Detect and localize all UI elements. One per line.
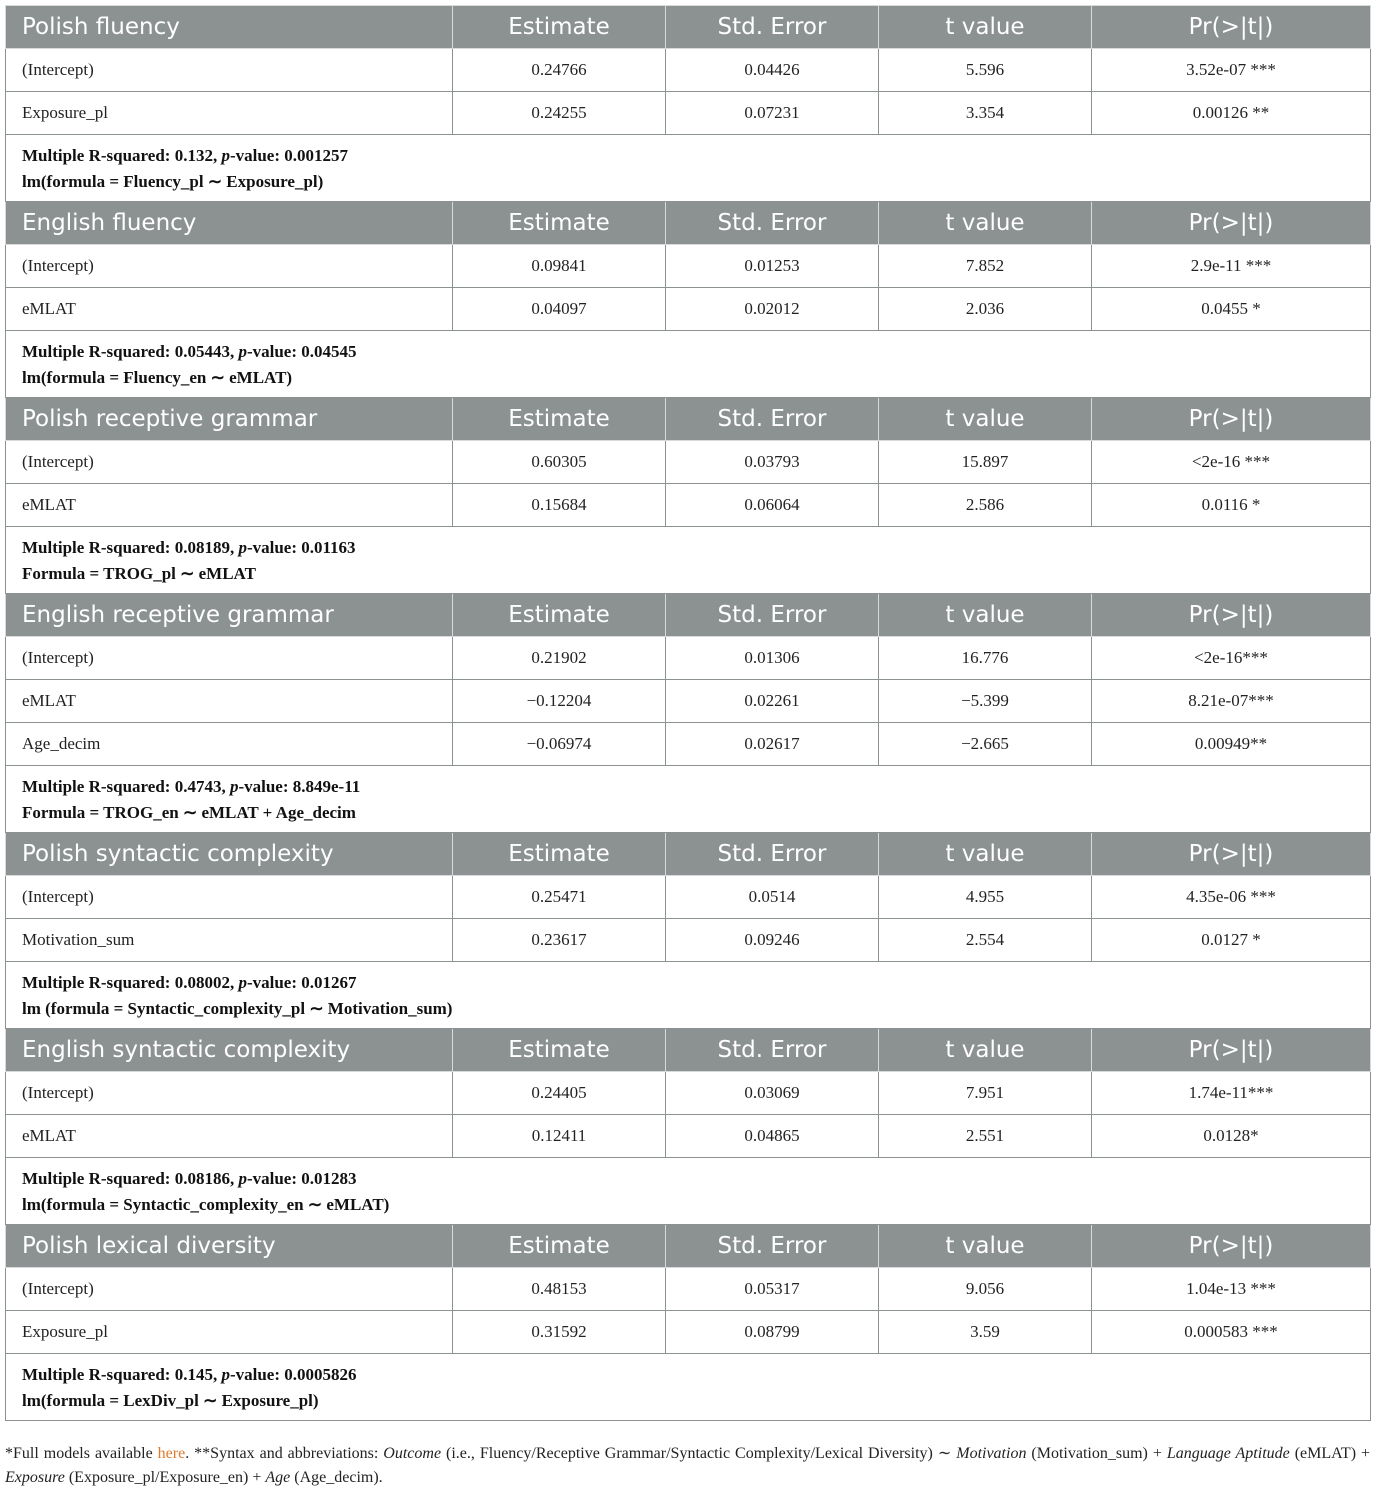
table-footnote [5,1442,1370,1490]
std-error-cell: 0.0514 [666,876,879,919]
estimate-cell: 0.09841 [453,245,666,288]
column-header-estimate: Estimate [453,1029,666,1072]
p-value-cell: 0.0128* [1092,1115,1371,1158]
p-italic-label: p [229,777,239,796]
column-header-std-error: Std. Error [666,1225,879,1268]
column-header-t-value: t value [879,6,1092,49]
block-header-row [6,1225,1371,1268]
std-error-cell: 0.07231 [666,92,879,135]
model-fit-cell [6,962,1371,1029]
column-header-t-value: t value [879,1029,1092,1072]
model-fit-stats [22,1166,1354,1192]
p-value-cell: 0.00126 ** [1092,92,1371,135]
model-fit-row [6,766,1371,833]
model-formula: lm (formula = Syntactic_complexity_pl ∼ Motivation_sum) [22,999,453,1018]
p-italic-label: p [238,538,247,557]
column-header-t-value: t value [879,594,1092,637]
footnote-text-4: (Motivation_sum) + [1026,1445,1167,1462]
model-formula: lm(formula = LexDiv_pl ∼ Exposure_pl) [22,1391,319,1410]
estimate-cell: 0.12411 [453,1115,666,1158]
footnote-text-1: *Full models available [5,1445,158,1462]
block-title: English syntactic complexity [6,1029,453,1072]
p-value-cell: 0.00949** [1092,723,1371,766]
column-header-p-value: Pr(>|t|) [1092,6,1371,49]
block-title: Polish receptive grammar [6,398,453,441]
p-value-cell: 4.35e-06 *** [1092,876,1371,919]
block-header-row [6,833,1371,876]
std-error-cell: 0.09246 [666,919,879,962]
footnote-text-5: (eMLAT) + [1289,1445,1371,1462]
column-header-std-error: Std. Error [666,594,879,637]
estimate-cell: 0.24255 [453,92,666,135]
p-value-cell: 3.52e-07 *** [1092,49,1371,92]
p-italic-label: p [238,1169,247,1188]
table-row [6,245,1371,288]
footnote-text-2: . **Syntax and abbreviations: [185,1445,384,1462]
std-error-cell: 0.02261 [666,680,879,723]
std-error-cell: 0.03069 [666,1072,879,1115]
estimate-cell: 0.60305 [453,441,666,484]
model-fit-stats [22,970,1354,996]
term-cell: (Intercept) [6,49,453,92]
r-squared-label: Multiple R-squared: 0.145, [22,1365,222,1384]
model-fit-cell [6,527,1371,594]
term-cell: Exposure_pl [6,1311,453,1354]
p-value-cell: 0.0116 * [1092,484,1371,527]
estimate-cell: −0.06974 [453,723,666,766]
table-row [6,723,1371,766]
full-models-link[interactable]: here [157,1445,186,1462]
std-error-cell: 0.08799 [666,1311,879,1354]
block-title: English fluency [6,202,453,245]
p-italic-label: p [238,973,247,992]
column-header-estimate: Estimate [453,1225,666,1268]
std-error-cell: 0.04426 [666,49,879,92]
table-row [6,484,1371,527]
regression-results-table [5,5,1371,1421]
std-error-cell: 0.04865 [666,1115,879,1158]
term-cell: eMLAT [6,1115,453,1158]
column-header-estimate: Estimate [453,833,666,876]
p-value-cell: 0.000583 *** [1092,1311,1371,1354]
column-header-p-value: Pr(>|t|) [1092,833,1371,876]
std-error-cell: 0.06064 [666,484,879,527]
block-header-row [6,202,1371,245]
table-row [6,49,1371,92]
model-fit-row [6,1354,1371,1421]
table-row [6,1072,1371,1115]
p-value-cell: 0.0455 * [1092,288,1371,331]
t-value-cell: −2.665 [879,723,1092,766]
footnote-age: Age [265,1469,291,1486]
term-cell: (Intercept) [6,637,453,680]
std-error-cell: 0.02617 [666,723,879,766]
column-header-std-error: Std. Error [666,6,879,49]
term-cell: Exposure_pl [6,92,453,135]
t-value-cell: 5.596 [879,49,1092,92]
block-header-row [6,398,1371,441]
term-cell: (Intercept) [6,876,453,919]
column-header-std-error: Std. Error [666,202,879,245]
model-fit-row [6,527,1371,594]
model-formula: lm(formula = Fluency_pl ∼ Exposure_pl) [22,172,324,191]
t-value-cell: 15.897 [879,441,1092,484]
table-row [6,637,1371,680]
model-fit-cell [6,1354,1371,1421]
estimate-cell: −0.12204 [453,680,666,723]
table-row [6,1311,1371,1354]
p-value-cell: 1.04e-13 *** [1092,1268,1371,1311]
r-squared-label: Multiple R-squared: 0.08002, [22,973,239,992]
table-row [6,441,1371,484]
p-italic-label: p [221,1365,230,1384]
table-row [6,1115,1371,1158]
p-value-cell: 1.74e-11*** [1092,1072,1371,1115]
footnote-motivation: Motivation [956,1445,1027,1462]
block-header-row [6,1029,1371,1072]
table-row [6,1268,1371,1311]
footnote-text-3: (i.e., Fluency/Receptive Grammar/Syntactic Complexity/Lexical Diversity) ∼ [441,1445,957,1462]
r-squared-label: Multiple R-squared: 0.08189, [22,538,239,557]
t-value-cell: 3.59 [879,1311,1092,1354]
column-header-std-error: Std. Error [666,833,879,876]
estimate-cell: 0.48153 [453,1268,666,1311]
footnote-text-7: (Age_decim). [290,1469,383,1486]
p-value-cell: 0.0127 * [1092,919,1371,962]
std-error-cell: 0.01306 [666,637,879,680]
column-header-std-error: Std. Error [666,1029,879,1072]
t-value-cell: 2.551 [879,1115,1092,1158]
column-header-t-value: t value [879,833,1092,876]
model-fit-stats [22,339,1354,365]
column-header-p-value: Pr(>|t|) [1092,594,1371,637]
estimate-cell: 0.24766 [453,49,666,92]
block-header-row [6,6,1371,49]
estimate-cell: 0.23617 [453,919,666,962]
estimate-cell: 0.04097 [453,288,666,331]
model-fit-cell [6,135,1371,202]
model-fit-stats [22,535,1354,561]
table-row [6,919,1371,962]
column-header-p-value: Pr(>|t|) [1092,202,1371,245]
p-value-cell: 2.9e-11 *** [1092,245,1371,288]
std-error-cell: 0.02012 [666,288,879,331]
p-value-cell: 8.21e-07*** [1092,680,1371,723]
t-value-cell: 7.852 [879,245,1092,288]
column-header-t-value: t value [879,398,1092,441]
model-fit-stats [22,1362,1354,1388]
std-error-cell: 0.03793 [666,441,879,484]
model-fit-stats [22,143,1354,169]
column-header-p-value: Pr(>|t|) [1092,398,1371,441]
model-fit-row [6,1158,1371,1225]
model-fit-row [6,135,1371,202]
p-value-cell: <2e-16*** [1092,637,1371,680]
t-value-cell: 3.354 [879,92,1092,135]
p-value-label: -value: 0.01267 [246,973,357,992]
term-cell: Motivation_sum [6,919,453,962]
p-italic-label: p [238,342,247,361]
model-fit-row [6,962,1371,1029]
column-header-estimate: Estimate [453,594,666,637]
t-value-cell: 16.776 [879,637,1092,680]
r-squared-label: Multiple R-squared: 0.08186, [22,1169,239,1188]
column-header-t-value: t value [879,202,1092,245]
model-fit-cell [6,766,1371,833]
model-fit-cell [6,331,1371,398]
footnote-aptitude: Language Aptitude [1166,1445,1290,1462]
p-value-label: -value: 0.001257 [229,146,348,165]
estimate-cell: 0.31592 [453,1311,666,1354]
footnote-outcome: Outcome [383,1445,442,1462]
estimate-cell: 0.21902 [453,637,666,680]
column-header-t-value: t value [879,1225,1092,1268]
t-value-cell: 4.955 [879,876,1092,919]
t-value-cell: 2.554 [879,919,1092,962]
r-squared-label: Multiple R-squared: 0.05443, [22,342,239,361]
term-cell: (Intercept) [6,1072,453,1115]
model-fit-stats [22,774,1354,800]
p-value-cell: <2e-16 *** [1092,441,1371,484]
model-formula: lm(formula = Fluency_en ∼ eMLAT) [22,368,293,387]
p-value-label: -value: 8.849e-11 [238,777,361,796]
block-title: Polish syntactic complexity [6,833,453,876]
term-cell: (Intercept) [6,441,453,484]
p-value-label: -value: 0.01283 [246,1169,357,1188]
model-formula: Formula = TROG_pl ∼ eMLAT [22,564,256,583]
t-value-cell: −5.399 [879,680,1092,723]
r-squared-label: Multiple R-squared: 0.4743, [22,777,230,796]
estimate-cell: 0.24405 [453,1072,666,1115]
column-header-p-value: Pr(>|t|) [1092,1029,1371,1072]
term-cell: eMLAT [6,680,453,723]
term-cell: Age_decim [6,723,453,766]
p-value-label: -value: 0.0005826 [229,1365,357,1384]
model-formula: Formula = TROG_en ∼ eMLAT + Age_decim [22,803,356,822]
t-value-cell: 9.056 [879,1268,1092,1311]
table-row [6,92,1371,135]
table-row [6,680,1371,723]
column-header-p-value: Pr(>|t|) [1092,1225,1371,1268]
p-value-label: -value: 0.01163 [246,538,356,557]
term-cell: eMLAT [6,484,453,527]
model-formula: lm(formula = Syntactic_complexity_en ∼ eMLAT) [22,1195,390,1214]
t-value-cell: 2.586 [879,484,1092,527]
model-fit-cell [6,1158,1371,1225]
column-header-estimate: Estimate [453,398,666,441]
column-header-std-error: Std. Error [666,398,879,441]
table-row [6,876,1371,919]
footnote-text-6: (Exposure_pl/Exposure_en) + [64,1469,266,1486]
regression-results-table-container [5,5,1370,1421]
block-header-row [6,594,1371,637]
term-cell: (Intercept) [6,1268,453,1311]
p-italic-label: p [221,146,230,165]
p-value-label: -value: 0.04545 [246,342,357,361]
table-row [6,288,1371,331]
block-title: Polish lexical diversity [6,1225,453,1268]
estimate-cell: 0.25471 [453,876,666,919]
column-header-estimate: Estimate [453,202,666,245]
model-fit-row [6,331,1371,398]
estimate-cell: 0.15684 [453,484,666,527]
t-value-cell: 7.951 [879,1072,1092,1115]
term-cell: eMLAT [6,288,453,331]
block-title: Polish fluency [6,6,453,49]
std-error-cell: 0.01253 [666,245,879,288]
std-error-cell: 0.05317 [666,1268,879,1311]
footnote-exposure: Exposure [5,1469,65,1486]
block-title: English receptive grammar [6,594,453,637]
term-cell: (Intercept) [6,245,453,288]
column-header-estimate: Estimate [453,6,666,49]
t-value-cell: 2.036 [879,288,1092,331]
r-squared-label: Multiple R-squared: 0.132, [22,146,222,165]
